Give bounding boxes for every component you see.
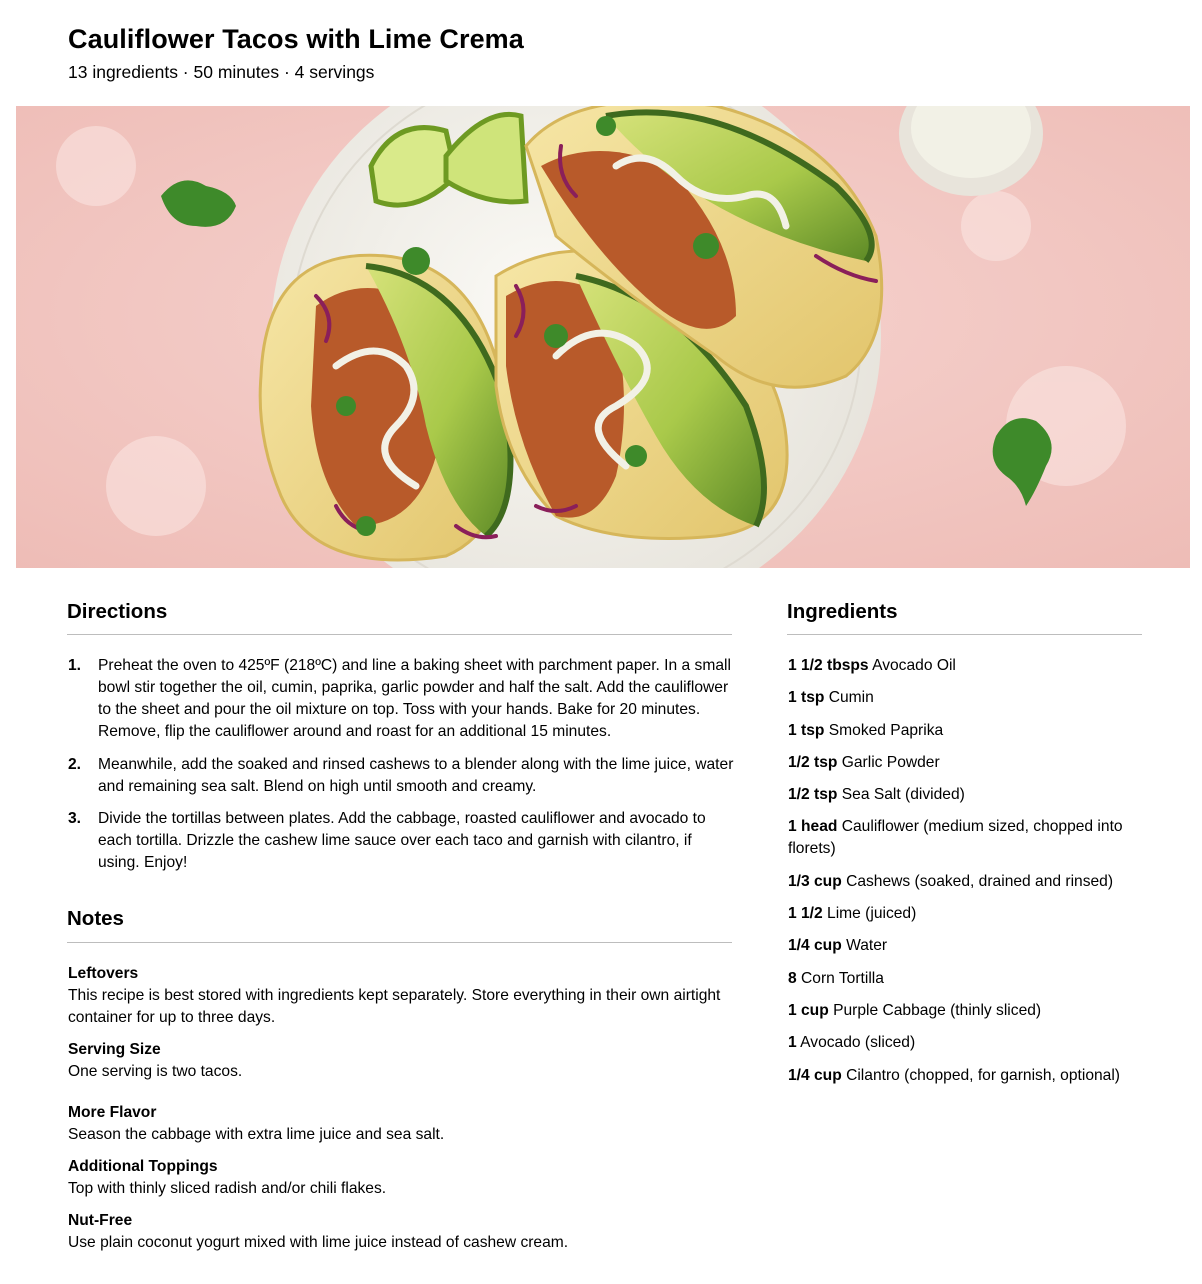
ingredient-item	[788, 687, 1158, 709]
note-item	[68, 1102, 736, 1146]
notes-heading: Notes	[67, 907, 124, 930]
ingredient-item	[788, 720, 1158, 742]
note-text: Use plain coconut yogurt mixed with lime juice instead of cashew cream.	[68, 1234, 569, 1251]
ingredient-name: Cilantro (chopped, for garnish, optional)	[846, 1066, 1120, 1084]
ingredient-name: Sea Salt (divided)	[841, 786, 965, 804]
notes-list	[68, 963, 736, 1254]
note-title: More Flavor	[68, 1104, 157, 1121]
ingredient-amount: 1/2 tsp	[788, 753, 838, 771]
direction-step	[68, 754, 736, 798]
ingredient-item	[788, 968, 1158, 990]
recipe-photo	[16, 106, 1190, 568]
ingredient-name: Avocado Oil	[872, 657, 956, 674]
note-title: Serving Size	[68, 1041, 161, 1058]
ingredient-item	[788, 1000, 1158, 1022]
note-text: One serving is two tacos.	[68, 1063, 243, 1080]
ingredient-item	[788, 816, 1158, 860]
ingredient-name: Garlic Powder	[841, 753, 940, 771]
ingredient-amount: 1 tsp	[788, 689, 825, 707]
ingredient-amount: 1 tsp	[788, 721, 825, 739]
ingredient-item	[788, 752, 1158, 774]
ingredient-item	[788, 655, 1158, 677]
note-item	[68, 1210, 736, 1254]
note-title: Nut-Free	[68, 1212, 133, 1229]
directions-divider	[67, 634, 732, 635]
ingredient-item	[788, 1032, 1158, 1054]
ingredient-name: Cauliflower (medium sized, chopped into florets)	[788, 818, 1123, 858]
ingredient-amount: 1	[788, 1034, 797, 1052]
ingredient-amount: 1 head	[788, 818, 838, 836]
ingredient-amount: 1 cup	[788, 1001, 829, 1019]
ingredients-heading: Ingredients	[787, 600, 898, 623]
notes-divider	[67, 942, 732, 943]
step-text: Preheat the oven to 425ºF (218ºC) and line a baking sheet with parchment paper. In a small bowl stir together the oil, cumin, paprika, garlic powder and half the salt. Add the cauliflower to the sheet and pour the oil mixture on top. Toss with your hands. Bake for 20 minutes. Remove, flip the cauliflower around and roast for an additional 15 minutes.	[98, 657, 731, 740]
ingredient-item	[788, 784, 1158, 806]
ingredient-amount: 1 1/2	[788, 905, 823, 923]
direction-step	[68, 808, 736, 874]
step-number: 2.	[68, 755, 82, 773]
ingredients-divider	[787, 634, 1142, 635]
ingredient-name: Cashews (soaked, drained and rinsed)	[846, 872, 1114, 890]
ingredient-name: Water	[846, 937, 888, 955]
ingredient-name: Purple Cabbage (thinly sliced)	[833, 1001, 1042, 1019]
ingredient-amount: 1/3 cup	[788, 872, 842, 890]
ingredient-item	[788, 903, 1158, 925]
step-text: Meanwhile, add the soaked and rinsed cashews to a blender along with the lime juice, water and remaining sea salt. Blend on high until smooth and creamy.	[98, 755, 734, 795]
ingredient-item	[788, 871, 1158, 893]
ingredient-amount: 1 1/2 tbsps	[788, 657, 869, 674]
recipe-meta: 13 ingredients · 50 minutes · 4 servings	[68, 62, 375, 82]
ingredient-name: Smoked Paprika	[828, 721, 944, 739]
ingredient-item	[788, 1065, 1158, 1087]
ingredient-name: Corn Tortilla	[801, 969, 884, 987]
step-number: 3.	[68, 810, 82, 827]
ingredient-amount: 1/4 cup	[788, 1066, 842, 1084]
note-title: Additional Toppings	[68, 1158, 218, 1175]
ingredient-name: Avocado (sliced)	[800, 1034, 916, 1052]
ingredient-amount: 1/2 tsp	[788, 786, 838, 804]
note-item	[68, 1039, 736, 1083]
recipe-title: Cauliflower Tacos with Lime Crema	[68, 24, 524, 54]
note-title: Leftovers	[68, 965, 139, 982]
note-text: This recipe is best stored with ingredients kept separately. Store everything in their own airtight container for up to three days.	[68, 987, 721, 1026]
ingredient-name: Cumin	[828, 689, 874, 707]
ingredient-amount: 8	[788, 969, 797, 987]
step-number: 1.	[68, 657, 82, 674]
note-text: Season the cabbage with extra lime juice and sea salt.	[68, 1126, 445, 1143]
directions-list	[68, 655, 736, 885]
ingredient-name: Lime (juiced)	[827, 905, 917, 923]
ingredient-amount: 1/4 cup	[788, 937, 842, 955]
ingredient-item	[788, 935, 1158, 957]
step-text: Divide the tortillas between plates. Add the cabbage, roasted cauliflower and avocado to each tortilla. Drizzle the cashew lime sauce over each taco and garnish with cilantro, if using. Enjoy!	[98, 810, 706, 871]
note-item	[68, 963, 736, 1029]
note-text: Top with thinly sliced radish and/or chili flakes.	[68, 1180, 387, 1197]
note-item	[68, 1156, 736, 1200]
direction-step	[68, 655, 736, 743]
directions-heading: Directions	[67, 600, 168, 623]
ingredients-list	[788, 655, 1158, 1097]
